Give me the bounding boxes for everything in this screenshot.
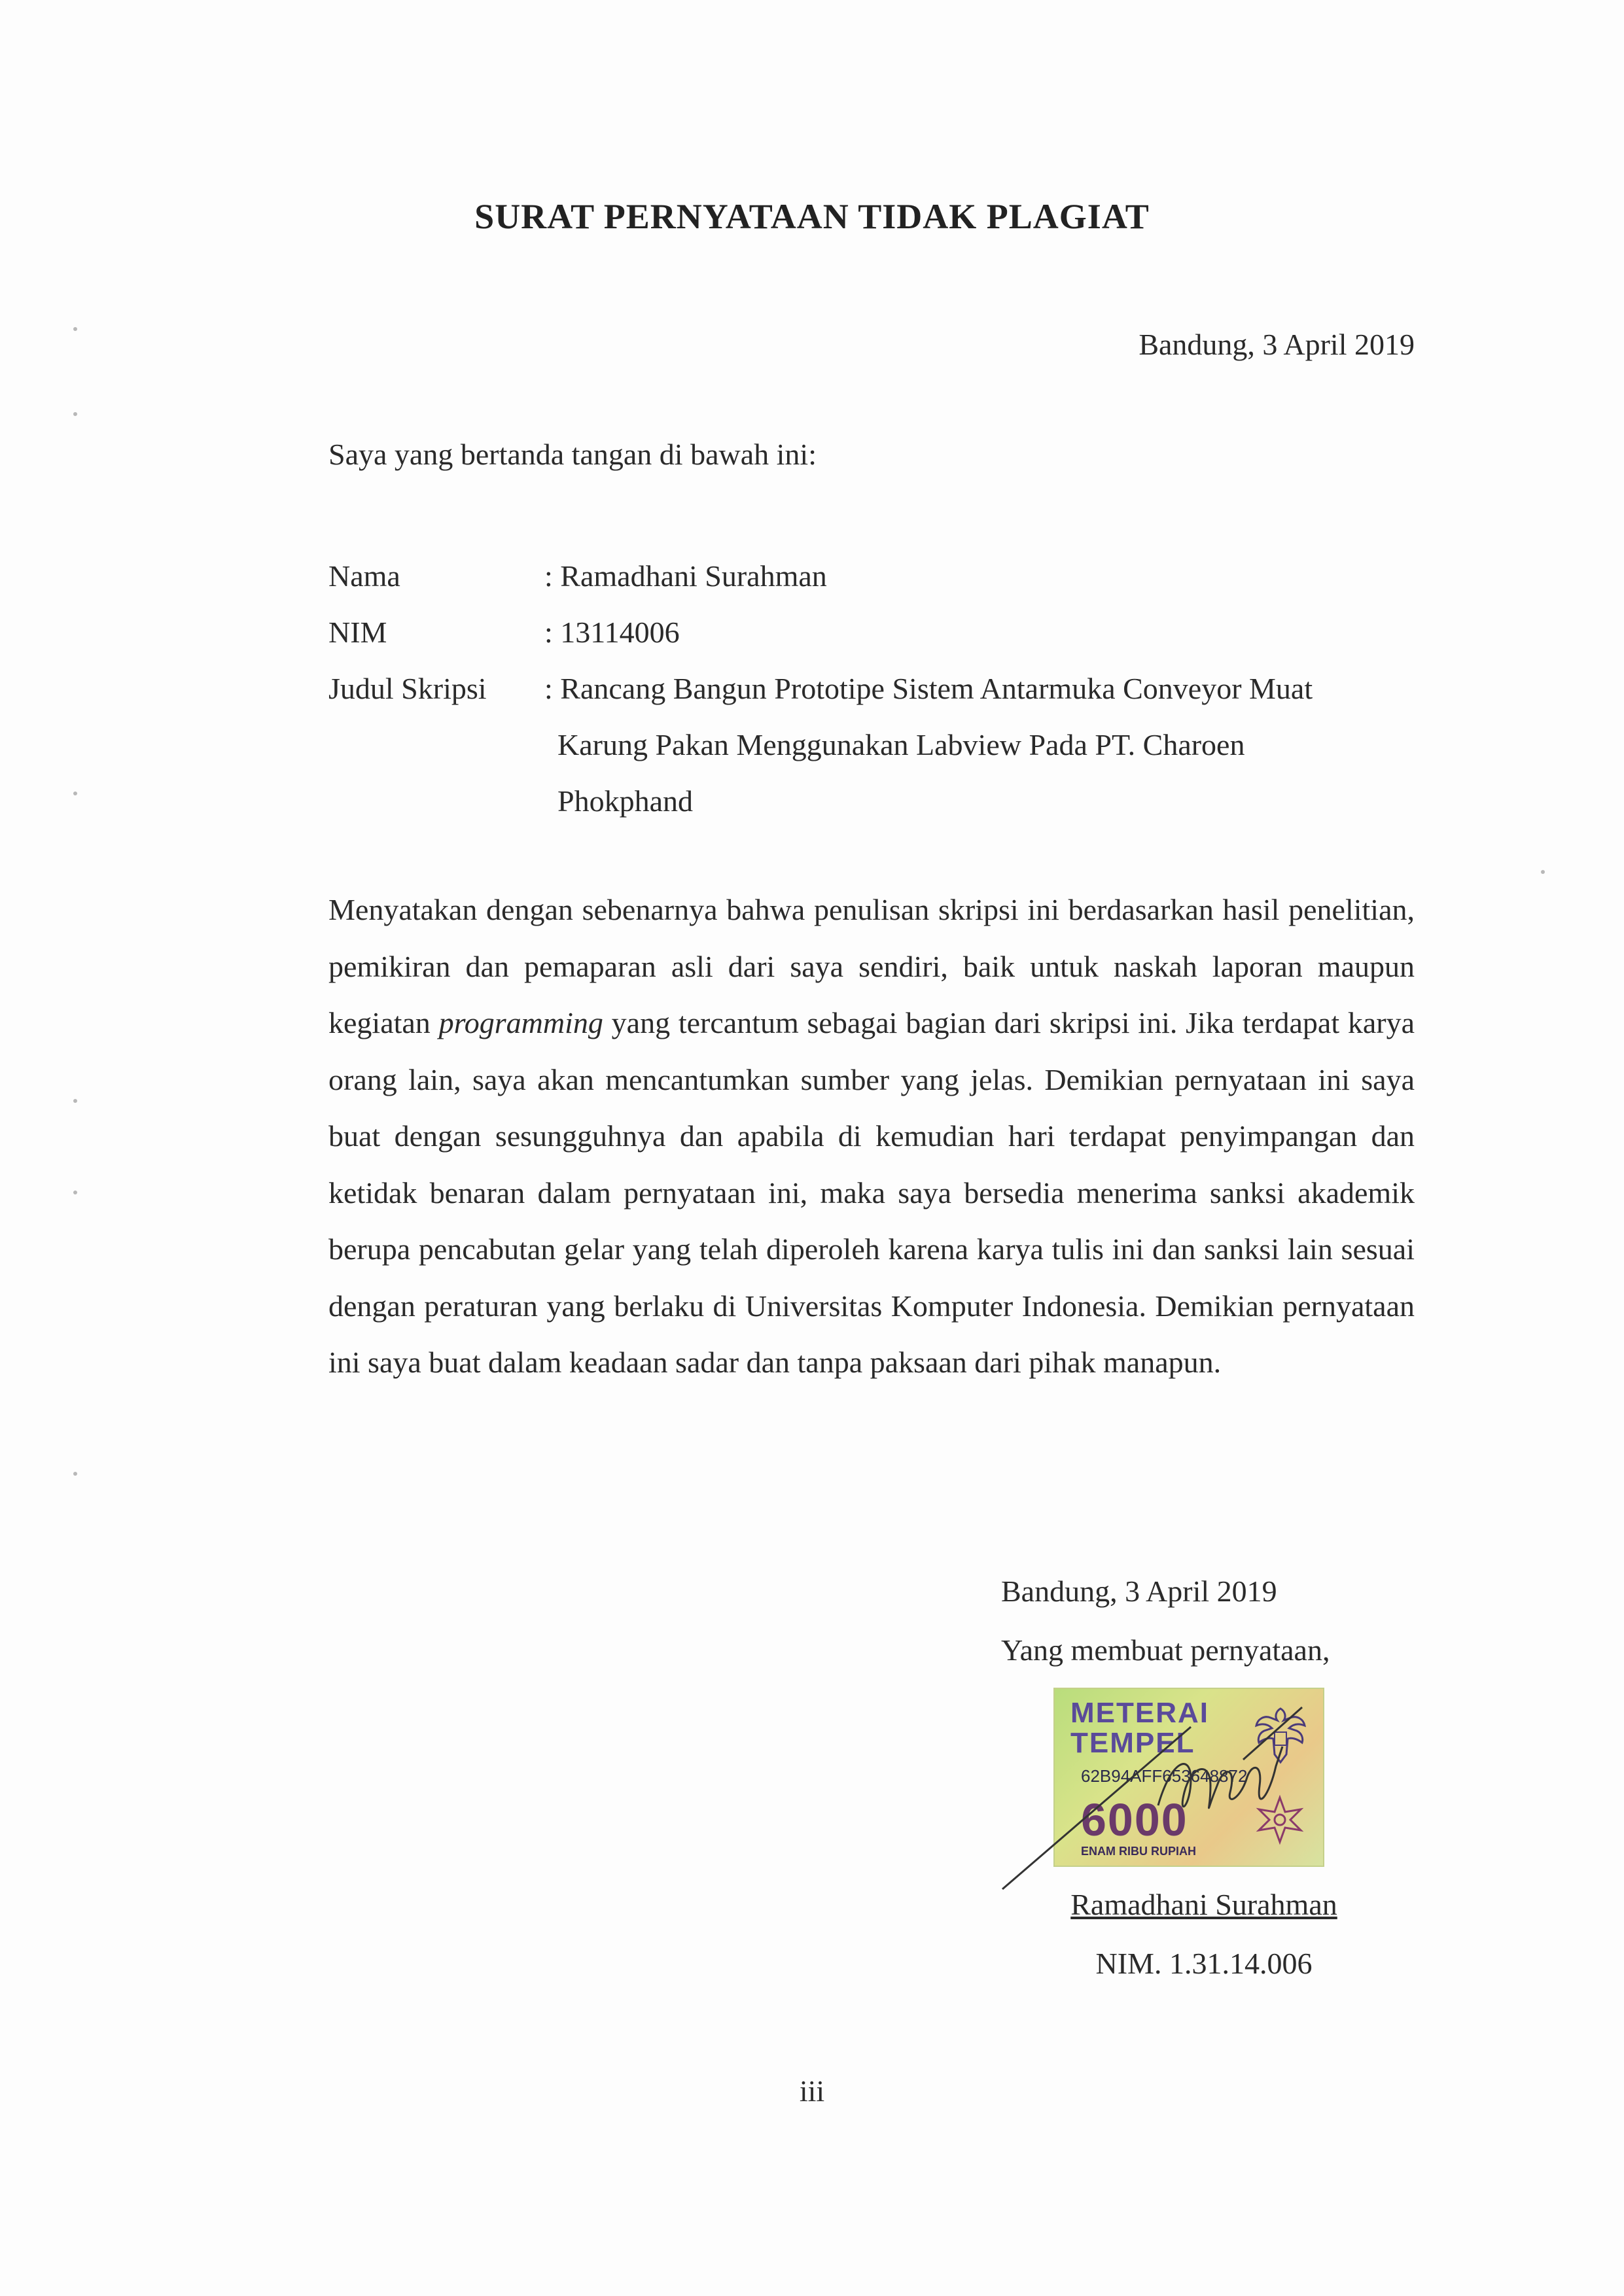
identity-row-nim [328, 604, 1428, 661]
stamp-value: 6000 [1081, 1794, 1188, 1845]
stamp-line-1: METERAI [1070, 1697, 1209, 1729]
signature-date: Bandung, 3 April 2019 [1001, 1574, 1277, 1608]
signature-role: Yang membuat pernyataan, [1001, 1633, 1330, 1667]
thesis-label: Judul Skripsi [328, 672, 487, 705]
scan-speck [73, 1472, 77, 1476]
nim-value: : 13114006 [544, 616, 680, 649]
scan-speck [1541, 870, 1545, 874]
signer-name: Ramadhani Surahman [1070, 1888, 1337, 1921]
statement-paragraph [328, 882, 1415, 1391]
scan-speck [73, 1191, 77, 1194]
statement-part-2: yang tercantum sebagai bagian dari skripsi ini. Jika terdapat karya orang lain, saya akan mencantumkan sumber yang jelas. Demikian pernyataan ini saya buat dengan sesungguhnya dan apabila di kemudian hari terdapat penyimpangan dan ketidak benaran dalam pernyataan ini, maka saya bersedia menerima sanksi akademik berupa pencabutan gelar yang telah diperoleh karena karya tulis ini dan sanksi lain sesuai dengan peraturan yang berlaku di Universitas Komputer Indonesia. Demikian pernyataan ini saya buat dalam keadaan sadar dan tanpa paksaan dari pihak manapun. [328, 1006, 1415, 1379]
statement-part-1: Menyatakan dengan sebenarnya bahwa penulisan skripsi ini berdasarkan hasil penelitian, pemikiran dan pemaparan asli dari saya sendiri, baik untuk naskah laporan maupun kegiatan [328, 893, 1415, 1039]
intro-text: Saya yang bertanda tangan di bawah ini: [328, 438, 817, 471]
stamp-serial: 62B94AFF653648872 [1081, 1766, 1248, 1786]
name-label: Nama [328, 559, 400, 593]
stamp-words: ENAM RIBU RUPIAH [1081, 1845, 1197, 1858]
name-value: : Ramadhani Surahman [544, 559, 827, 593]
identity-block [328, 548, 1428, 829]
thesis-value [544, 661, 1428, 829]
nim-label: NIM [328, 616, 387, 649]
page-number: iii [799, 2074, 825, 2108]
signer-nim: NIM. 1.31.14.006 [1095, 1947, 1313, 1980]
thesis-line-2: Karung Pakan Menggunakan Labview Pada PT. Charoen [557, 728, 1245, 761]
signature-header [1001, 1562, 1407, 1680]
scan-speck [73, 327, 77, 331]
stamp-line-2: TEMPEL [1070, 1727, 1195, 1759]
identity-row-thesis [328, 661, 1428, 829]
scan-speck [73, 412, 77, 416]
handwritten-signature [995, 1681, 1348, 1897]
thesis-line-1: : Rancang Bangun Prototipe Sistem Antarmuka Conveyor Muat [544, 672, 1313, 705]
document-date: Bandung, 3 April 2019 [1139, 328, 1415, 361]
document-title: SURAT PERNYATAAN TIDAK PLAGIAT [474, 197, 1150, 236]
scan-speck [73, 791, 77, 795]
thesis-line-3: Phokphand [557, 784, 693, 818]
identity-row-name [328, 548, 1428, 604]
statement-italic-word: programming [438, 1006, 603, 1039]
scan-speck [73, 1099, 77, 1103]
